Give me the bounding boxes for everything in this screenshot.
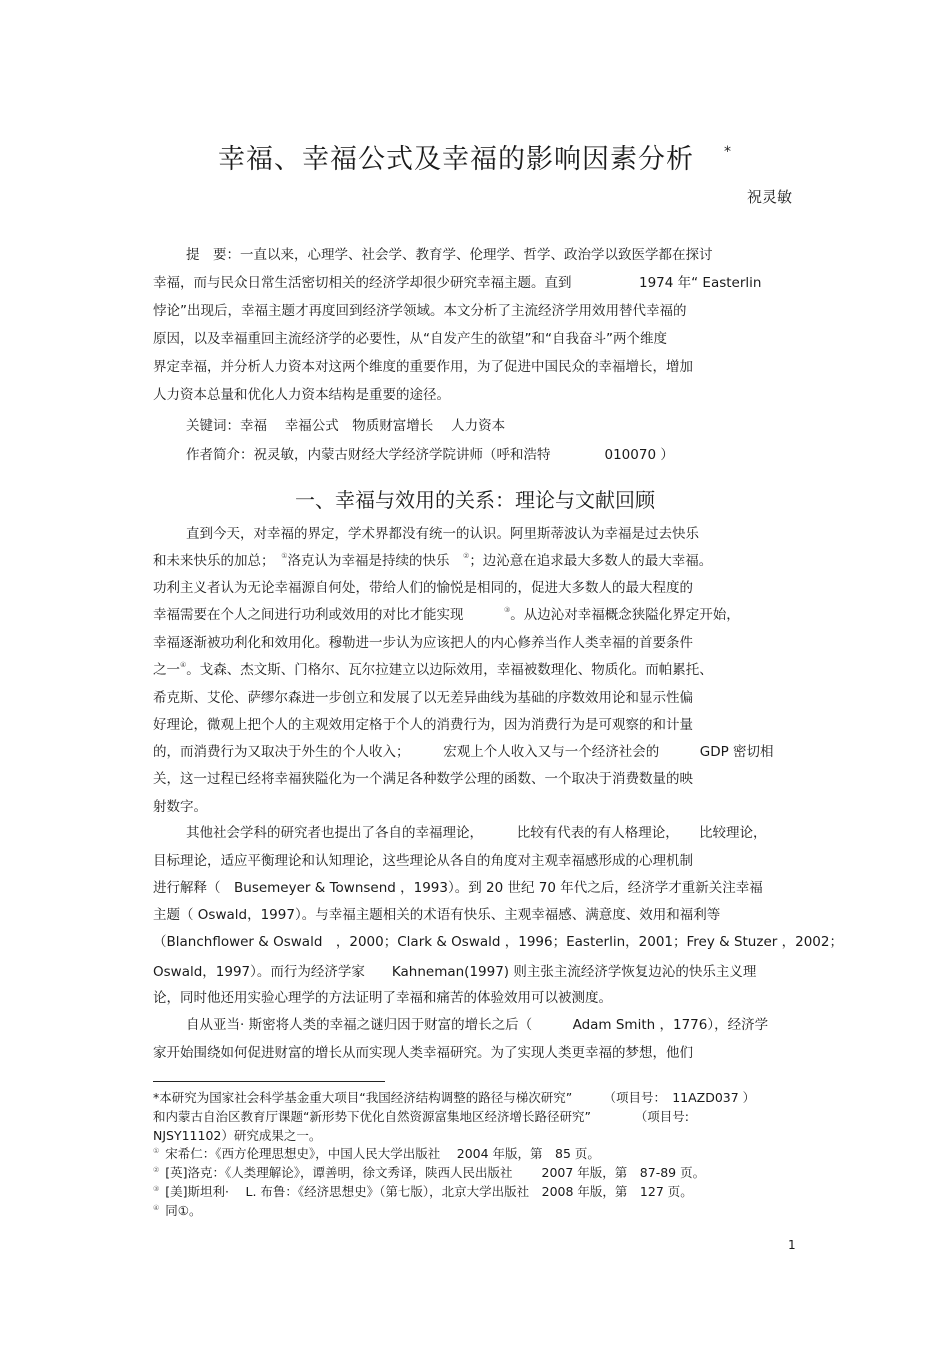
abstract-line: 提 要：一直以来，心理学、社会学、教育学、伦理学、哲学、政治学以致医学都在探讨: [186, 247, 713, 263]
title-text: 幸福、幸福公式及幸福的影响因素分析: [218, 144, 694, 175]
keywords: 关键词：幸福 幸福公式 物质财富增长 人力资本: [186, 418, 506, 434]
body-line: 进行解释（ Busemeyer & Townsend ，1993）。到 20 世纪 70 年代之后，经济学才重新关注幸福: [153, 880, 763, 896]
title-footnote-mark: *: [724, 144, 732, 160]
body-line: 其他社会学科的研究者也提出了各自的幸福理论， 比较有代表的有人格理论， 比较理论，: [186, 825, 767, 841]
footnote-2: ② [英]洛克：《人类理解论》，谭善明，徐文秀译，陕西人民出版社 2007 年版，第 87-89 页。: [153, 1165, 706, 1180]
abstract-line: 人力资本总量和优化人力资本结构是重要的途径。: [153, 387, 450, 403]
page-number: 1: [788, 1238, 796, 1252]
footnote-1: ① 宋希仁：《西方伦理思想史》，中国人民大学出版社 2004 年版，第 85 页。: [153, 1146, 600, 1161]
footnote-separator: [153, 1081, 385, 1082]
body-line: 希克斯、艾伦、萨缪尔森进一步创立和发展了以无差异曲线为基础的序数效用论和显示性偏: [153, 690, 693, 706]
body-line: Oswald，1997）。而行为经济学家 Kahneman(1997) 则主张主流经济学恢复边沁的快乐主义理: [153, 964, 757, 980]
footnote-ref-2[interactable]: ②: [463, 552, 470, 560]
body-line: 好理论，微观上把个人的主观效用定格于个人的消费行为，因为消费行为是可观察的和计量: [153, 717, 693, 733]
body-line: 和未来快乐的加总； ①洛克认为幸福是持续的快乐 ②；边沁意在追求最大多数人的最大幸福。: [153, 552, 713, 569]
abstract-line: 悖论”出现后，幸福主题才再度回到经济学领域。本文分析了主流经济学用效用替代幸福的: [153, 303, 687, 319]
footnote-ref-3[interactable]: ③: [504, 606, 511, 614]
body-line: 射数字。: [153, 799, 207, 815]
author-note: 作者简介：祝灵敏，内蒙古财经大学经济学院讲师（呼和浩特 010070 ）: [186, 447, 674, 463]
footnote-funding: 和内蒙古自治区教育厅课题“新形势下优化自然资源富集地区经济增长路径研究” （项目号:: [153, 1109, 689, 1124]
footnote-3: ③ [美]斯坦利· L. 布鲁：《经济思想史》（第七版），北京大学出版社 2008 年版，第 127 页。: [153, 1184, 693, 1199]
footnote-funding: NJSY11102）研究成果之一。: [153, 1128, 322, 1143]
footnote-4: ④ 同①。: [153, 1203, 202, 1218]
abstract-line: 幸福，而与民众日常生活密切相关的经济学却很少研究幸福主题。直到 1974 年“ Easterlin: [153, 275, 762, 291]
paper-title: [0, 137, 950, 176]
body-line: 关，这一过程已经将幸福狭隘化为一个满足各种数学公理的函数、一个取决于消费数量的映: [153, 771, 693, 787]
abstract-line: 界定幸福，并分析人力资本对这两个维度的重要作用，为了促进中国民众的幸福增长，增加: [153, 359, 693, 375]
body-line: 直到今天，对幸福的界定，学术界都没有统一的认识。阿里斯蒂波认为幸福是过去快乐: [186, 526, 699, 542]
footnote-star-mark: *: [153, 1090, 160, 1105]
section-heading: 一、幸福与效用的关系：理论与文献回顾: [295, 488, 655, 512]
footnote-ref-1[interactable]: ①: [281, 552, 288, 560]
body-line: 功利主义者认为无论幸福源自何处，带给人们的愉悦是相同的，促进大多数人的最大程度的: [153, 580, 693, 596]
body-line: 幸福逐渐被功利化和效用化。穆勒进一步认为应该把人的内心修养当作人类幸福的首要条件: [153, 635, 693, 651]
body-line: 幸福需要在个人之间进行功利或效用的对比才能实现 ③。从边沁对幸福概念狭隘化界定开始，: [153, 606, 740, 623]
body-line: 论，同时他还用实验心理学的方法证明了幸福和痛苦的体验效用可以被测度。: [153, 990, 612, 1006]
author-name: 祝灵敏: [746, 188, 792, 206]
body-line: 主题（ Oswald，1997）。与幸福主题相关的术语有快乐、主观幸福感、满意度、效用和福利等: [153, 907, 721, 923]
body-line: 家开始围绕如何促进财富的增长从而实现人类幸福研究。为了实现人类更幸福的梦想，他们: [153, 1045, 693, 1061]
body-line: 的，而消费行为又取决于外生的个人收入； 宏观上个人收入又与一个经济社会的 GDP 密切相: [153, 744, 774, 760]
body-line: （Blanchflower & Oswald ，2000；Clark & Oswald ，1996；Easterlin，2001；Frey & Stuzer ，2002；: [153, 934, 843, 950]
body-line: 目标理论，适应平衡理论和认知理论，这些理论从各自的角度对主观幸福感形成的心理机制: [153, 853, 693, 869]
footnote-funding: *本研究为国家社会科学基金重大项目“我国经济结构调整的路径与梯次研究” （项目号： 11AZD037 ）: [153, 1090, 756, 1105]
abstract-line: 原因，以及幸福重回主流经济学的必要性，从“自发产生的欲望”和“自我奋斗”两个维度: [153, 331, 667, 347]
footnote-ref-4[interactable]: ④: [180, 661, 187, 669]
body-line: 自从亚当· 斯密将人类的幸福之谜归因于财富的增长之后（ Adam Smith ，1776），经济学: [186, 1017, 769, 1033]
body-line: 之一④。戈森、杰文斯、门格尔、瓦尔拉建立以边际效用，幸福被数理化、物质化。而帕累托、: [153, 661, 713, 678]
